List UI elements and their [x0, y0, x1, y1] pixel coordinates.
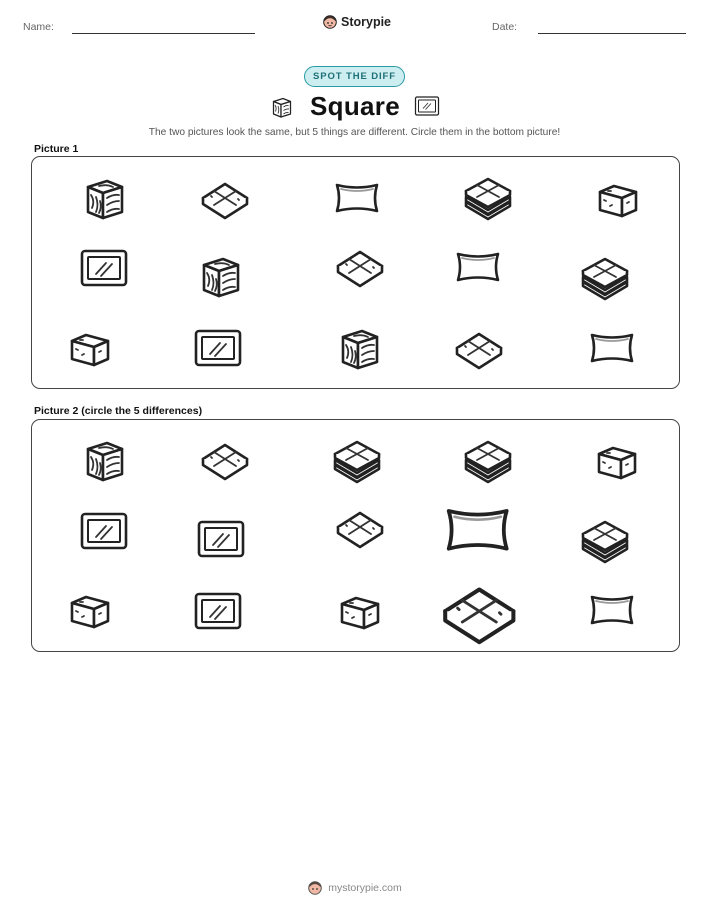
picture1-cushion-tile-icon	[199, 174, 251, 222]
picture1-box-icon	[64, 325, 116, 373]
page-title: Square	[310, 91, 400, 121]
picture1-wood-crate-icon	[195, 252, 247, 300]
title-wood-crate-icon	[269, 94, 295, 120]
picture1-stacked-tiles-icon	[462, 173, 514, 221]
picture2-stacked-tiles-icon[interactable]	[579, 516, 631, 564]
picture2-box-icon[interactable]	[334, 588, 386, 636]
picture2-box-icon[interactable]	[64, 587, 116, 635]
picture2-label: Picture 2 (circle the 5 differences)	[34, 405, 203, 417]
picture1-cushion-tile-icon	[334, 242, 386, 290]
picture1-label: Picture 1	[34, 143, 79, 155]
storypie-mascot-icon	[307, 880, 323, 896]
footer	[0, 880, 709, 896]
brand-name: Storypie	[341, 15, 392, 29]
picture1-pillow-icon	[452, 243, 504, 291]
picture2-cushion-tile-icon[interactable]	[439, 574, 520, 648]
picture2-frame-icon[interactable]	[192, 587, 244, 635]
picture2-cushion-tile-icon[interactable]	[334, 503, 386, 551]
title-frame-icon	[414, 95, 440, 117]
brand-logo	[322, 14, 391, 30]
picture1-frame-icon	[78, 244, 130, 292]
picture2-frame-icon[interactable]	[195, 515, 247, 563]
name-label: Name:	[23, 21, 54, 33]
picture2-pillow-icon[interactable]	[586, 586, 638, 634]
storypie-mascot-icon	[322, 14, 338, 30]
date-label: Date:	[492, 21, 518, 33]
picture2-stacked-tiles-icon[interactable]	[462, 436, 514, 484]
footer-url: mystorypie.com	[328, 882, 402, 894]
picture2-wood-crate-icon[interactable]	[79, 436, 131, 484]
picture1-wood-crate-icon	[334, 324, 386, 372]
name-line[interactable]	[72, 33, 255, 34]
picture1-pillow-icon	[586, 324, 638, 372]
picture2-box-icon[interactable]	[591, 438, 643, 486]
picture2-cushion-tile-icon[interactable]	[199, 435, 251, 483]
picture1-cushion-tile-icon	[453, 324, 505, 372]
picture1-box-icon	[592, 176, 644, 224]
instructions: The two pictures look the same, but 5 things are different. Circle them in the bottom picture!	[148, 127, 561, 138]
date-line[interactable]	[538, 33, 686, 34]
picture1-wood-crate-icon	[79, 174, 131, 222]
picture2-frame-icon[interactable]	[78, 507, 130, 555]
picture2-stacked-tiles-icon[interactable]	[331, 436, 383, 484]
spot-the-diff-badge: SPOT THE DIFF	[304, 66, 405, 87]
picture2-pillow-icon[interactable]	[440, 495, 515, 565]
picture1-frame-icon	[192, 324, 244, 372]
picture1-pillow-icon	[331, 174, 383, 222]
picture1-stacked-tiles-icon	[579, 253, 631, 301]
